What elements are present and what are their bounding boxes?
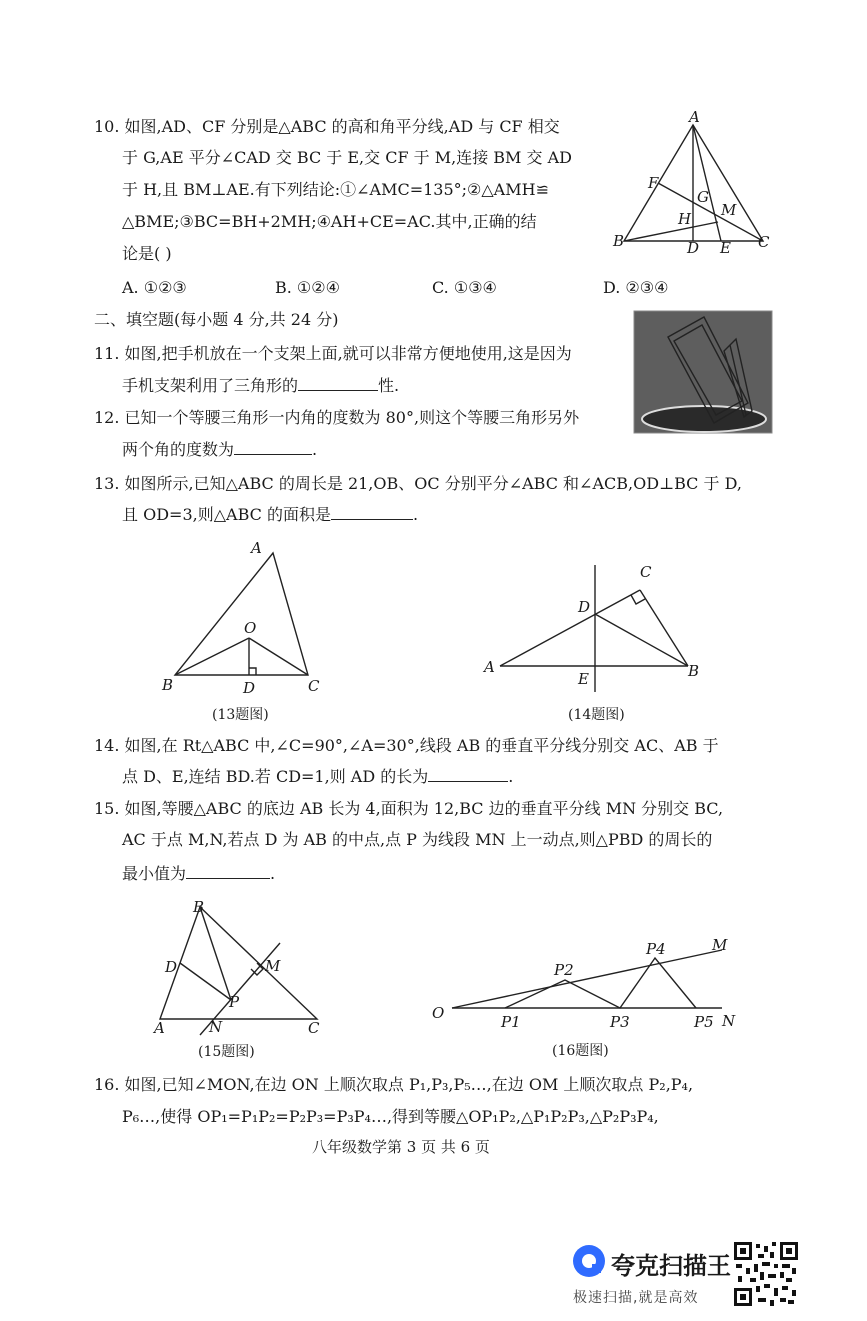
fig16-label-p4: P4 bbox=[646, 940, 666, 958]
q12-answer-blank[interactable] bbox=[234, 440, 312, 455]
q15-line-1: 15. 如图,等腰△ABC 的底边 AB 长为 4,面积为 12,BC 边的垂直平分线 MN 分别交 BC, bbox=[94, 799, 724, 818]
q13-line-1: 13. 如图所示,已知△ABC 的周长是 21,OB、OC 分别平分∠ABC 和∠ACB,OD⊥BC 于 D, bbox=[94, 474, 742, 493]
q11-text-a: 手机支架利用了三角形的 bbox=[122, 376, 299, 395]
q10-line-5: 论是( ) bbox=[122, 244, 172, 263]
q10-option-c: C. ①③④ bbox=[432, 278, 497, 297]
fig13-label-o: O bbox=[244, 619, 257, 637]
q15-text-b: . bbox=[270, 864, 276, 883]
fig16-label-p3: P3 bbox=[610, 1013, 630, 1031]
section-heading: 二、填空题(每小题 4 分,共 24 分) bbox=[94, 310, 339, 329]
fig15-label-c: C bbox=[308, 1019, 320, 1037]
q12-line-1: 12. 已知一个等腰三角形一内角的度数为 80°,则这个等腰三角形另外 bbox=[94, 408, 580, 427]
q13-answer-blank[interactable] bbox=[331, 505, 413, 520]
fig13-caption: (13题图) bbox=[212, 707, 269, 723]
fig14-label-d: D bbox=[578, 598, 591, 616]
fig16-label-p1: P1 bbox=[501, 1013, 521, 1031]
q12-text-a: 两个角的度数为 bbox=[122, 440, 235, 459]
q10-line-3: 于 H,且 BM⊥AE.有下列结论:①∠AMC=135°;②△AMH≌ bbox=[122, 180, 549, 199]
fig14-label-a: A bbox=[484, 658, 495, 676]
q14-text-a: 点 D、E,连结 BD.若 CD=1,则 AD 的长为 bbox=[122, 767, 429, 786]
q10-label-b: B bbox=[613, 232, 625, 250]
phone-stand-photo bbox=[634, 311, 772, 433]
q15-text-a: 最小值为 bbox=[122, 864, 187, 883]
page-footer: 八年级数学第 3 页 共 6 页 bbox=[312, 1138, 490, 1156]
qr-code-icon[interactable] bbox=[734, 1242, 798, 1306]
fig14-triangle bbox=[480, 560, 710, 695]
fig13-label-b: B bbox=[162, 676, 174, 694]
fig14-caption: (14题图) bbox=[568, 707, 625, 723]
q14-line-1: 14. 如图,在 Rt△ABC 中,∠C=90°,∠A=30°,线段 AB 的垂直平分线分别交 AC、AB 于 bbox=[94, 736, 719, 755]
q10-label-e: E bbox=[720, 239, 731, 257]
fig16-label-o: O bbox=[432, 1004, 445, 1022]
q12-line-2 bbox=[122, 440, 317, 460]
fig15-label-p: P bbox=[229, 993, 240, 1011]
fig15-label-n: N bbox=[209, 1018, 223, 1036]
q10-option-a: A. ①②③ bbox=[122, 278, 187, 297]
q10-label-h: H bbox=[678, 210, 692, 228]
q15-answer-blank[interactable] bbox=[186, 864, 270, 879]
fig13-label-c: C bbox=[308, 677, 320, 695]
q13-text-b: . bbox=[412, 505, 419, 524]
fig13-label-d: D bbox=[243, 679, 256, 697]
q16-line-1: 16. 如图,已知∠MON,在边 ON 上顺次取点 P₁,P₃,P₅…,在边 OM 上顺次取点 P₂,P₄, bbox=[94, 1075, 694, 1094]
fig15-triangle bbox=[145, 895, 335, 1045]
q10-label-g: G bbox=[697, 188, 709, 206]
fig13-triangle bbox=[155, 535, 335, 700]
q12-text-b: . bbox=[312, 440, 318, 459]
fig16-label-p2: P2 bbox=[554, 961, 574, 979]
q10-option-d: D. ②③④ bbox=[603, 278, 669, 297]
fig15-label-m: M bbox=[265, 957, 281, 975]
q15-line-3 bbox=[122, 864, 275, 884]
fig15-label-a: A bbox=[154, 1019, 165, 1037]
brand-name: 夸克扫描王 bbox=[611, 1252, 731, 1280]
q11-text-b: 性. bbox=[378, 376, 400, 395]
fig15-label-b: B bbox=[193, 898, 205, 916]
q10-label-a: A bbox=[689, 108, 700, 126]
fig16-label-n: N bbox=[722, 1012, 736, 1030]
q11-line-1: 11. 如图,把手机放在一个支架上面,就可以非常方便地使用,这是因为 bbox=[94, 344, 572, 363]
fig15-label-d: D bbox=[165, 958, 178, 976]
q15-line-2: AC 于点 M,N,若点 D 为 AB 的中点,点 P 为线段 MN 上一动点,则△PBD 的周长的 bbox=[122, 830, 713, 849]
q10-line-1: 10. 如图,AD、CF 分别是△ABC 的高和角平分线,AD 与 CF 相交 bbox=[94, 117, 560, 136]
fig16-label-p5: P5 bbox=[694, 1013, 714, 1031]
fig14-label-c: C bbox=[640, 563, 652, 581]
fig16-caption: (16题图) bbox=[552, 1043, 609, 1059]
q14-answer-blank[interactable] bbox=[428, 767, 508, 782]
brand-slogan: 极速扫描,就是高效 bbox=[573, 1290, 699, 1306]
fig14-label-e: E bbox=[578, 670, 589, 688]
q14-text-b: . bbox=[508, 767, 514, 786]
fig15-caption: (15题图) bbox=[198, 1044, 255, 1060]
q10-label-f: F bbox=[648, 174, 659, 192]
quark-logo-icon bbox=[570, 1242, 608, 1280]
q11-line-2 bbox=[122, 376, 399, 396]
q10-triangle-figure bbox=[610, 110, 780, 260]
q13-text-a: 且 OD=3,则△ABC 的面积是 bbox=[122, 505, 331, 524]
q10-line-2: 于 G,AE 平分∠CAD 交 BC 于 E,交 CF 于 M,连接 BM 交 AD bbox=[122, 148, 572, 167]
fig16-angle-figure bbox=[430, 930, 750, 1035]
q10-line-4: △BME;③BC=BH+2MH;④AH+CE=AC.其中,正确的结 bbox=[122, 212, 537, 231]
fig13-label-a: A bbox=[251, 539, 262, 557]
q11-answer-blank[interactable] bbox=[298, 376, 378, 391]
q10-option-b: B. ①②④ bbox=[275, 278, 340, 297]
q10-label-c: C bbox=[758, 233, 770, 251]
q13-line-2 bbox=[122, 505, 418, 525]
q10-label-d: D bbox=[687, 239, 700, 257]
fig14-label-b: B bbox=[688, 662, 700, 680]
fig16-label-m: M bbox=[712, 936, 728, 954]
q16-line-2: P₆…,使得 OP₁=P₁P₂=P₂P₃=P₃P₄…,得到等腰△OP₁P₂,△P₁P₂P₃,△P₂P₃P₄, bbox=[122, 1107, 659, 1126]
q14-line-2 bbox=[122, 767, 513, 787]
q10-label-m: M bbox=[721, 201, 737, 219]
